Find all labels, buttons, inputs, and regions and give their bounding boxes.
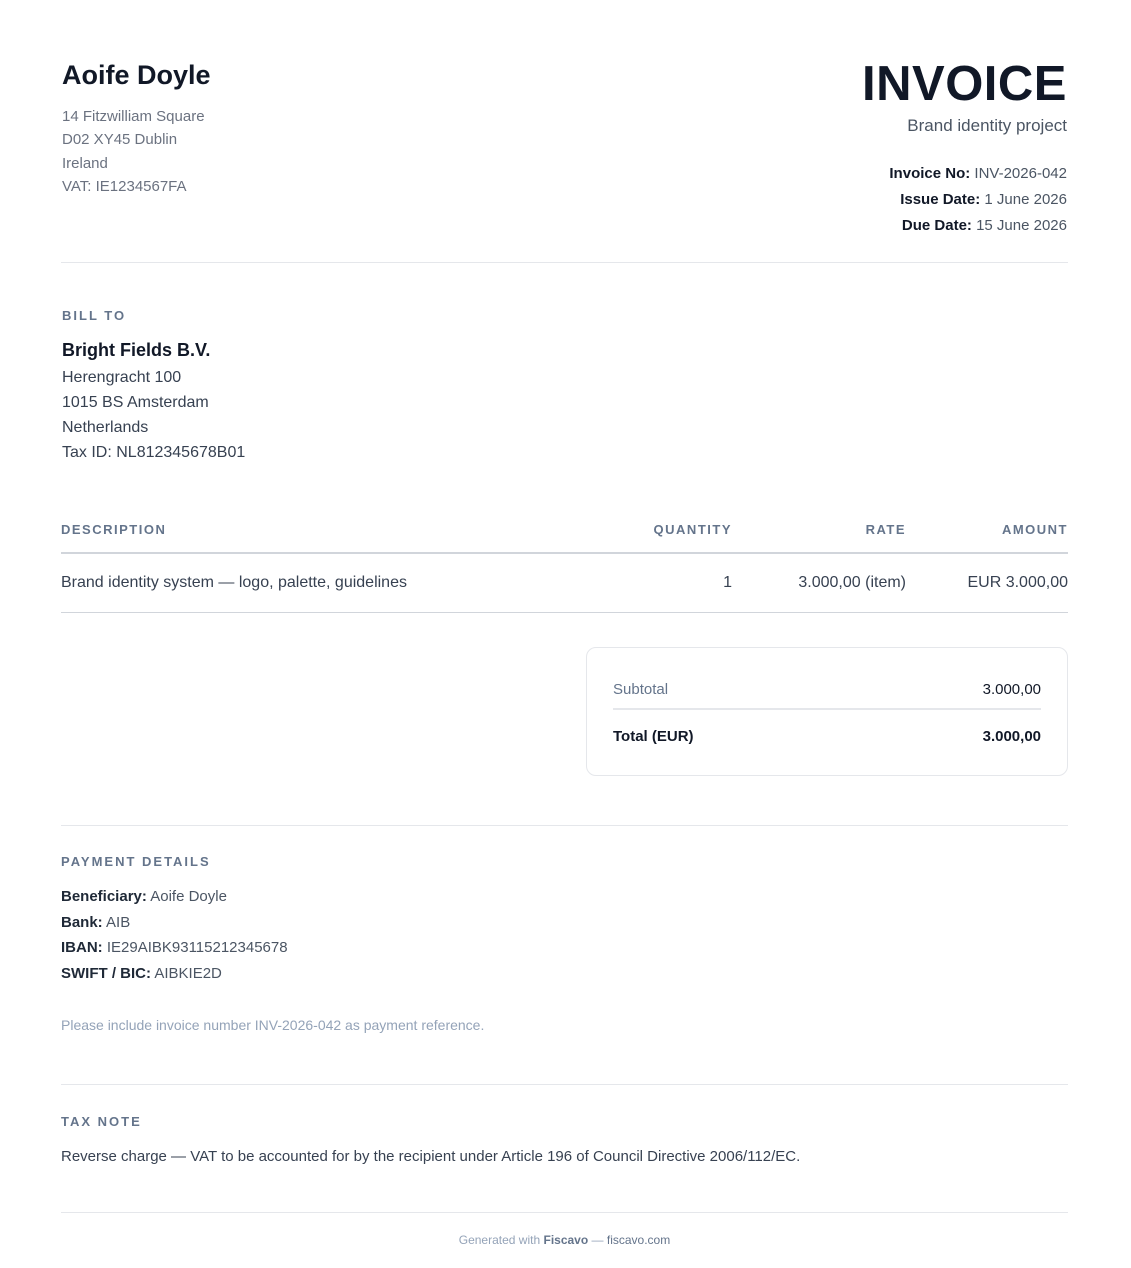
item-amount: EUR 3.000,00 bbox=[967, 574, 1068, 591]
client-name: Bright Fields B.V. bbox=[62, 340, 211, 360]
beneficiary-label: Beneficiary: bbox=[61, 888, 147, 905]
payment-details-label: PAYMENT DETAILS bbox=[61, 854, 211, 869]
swift-row bbox=[61, 961, 288, 987]
swift-value: AIBKIE2D bbox=[154, 965, 222, 983]
tax-note-label: TAX NOTE bbox=[61, 1114, 142, 1129]
due-date: 15 June 2026 bbox=[976, 217, 1067, 234]
sender-address bbox=[62, 105, 205, 198]
footer bbox=[61, 1233, 1068, 1247]
client-address-line: Netherlands bbox=[62, 419, 149, 436]
totals-box bbox=[586, 647, 1068, 776]
issue-date-label: Issue Date: bbox=[900, 191, 981, 208]
payment-divider bbox=[61, 825, 1068, 826]
sender-address-line: 14 Fitzwilliam Square bbox=[62, 108, 205, 125]
item-quantity: 1 bbox=[723, 574, 732, 591]
table-header bbox=[61, 512, 1068, 554]
table-row bbox=[61, 554, 1068, 613]
footer-separator: — bbox=[591, 1233, 604, 1247]
bank-label: Bank: bbox=[61, 913, 103, 931]
column-header-description: DESCRIPTION bbox=[61, 522, 167, 537]
total-label: Total (EUR) bbox=[613, 728, 694, 745]
footer-brand: Fiscavo bbox=[543, 1233, 589, 1247]
beneficiary-value: Aoife Doyle bbox=[150, 888, 227, 905]
header-divider bbox=[61, 262, 1068, 263]
line-items-table bbox=[61, 512, 1068, 613]
sender-name: Aoife Doyle bbox=[62, 60, 211, 90]
invoice-number: INV-2026-042 bbox=[974, 165, 1067, 182]
footer-site-link[interactable]: fiscavo.com bbox=[606, 1233, 671, 1247]
sender-address-line: Ireland bbox=[62, 154, 108, 172]
iban-value: IE29AIBK93115212345678 bbox=[106, 939, 288, 957]
footer-prefix: Generated with bbox=[458, 1233, 541, 1247]
due-date-row bbox=[889, 213, 1067, 239]
total-value: 3.000,00 bbox=[982, 728, 1041, 745]
swift-label: SWIFT / BIC: bbox=[61, 965, 151, 983]
invoice-header bbox=[61, 58, 1068, 263]
item-rate: 3.000,00 (item) bbox=[798, 574, 906, 591]
column-header-quantity: QUANTITY bbox=[653, 522, 732, 537]
invoice-title: INVOICE bbox=[862, 57, 1067, 111]
bank-value: AIB bbox=[106, 913, 131, 931]
tax-note-text: Reverse charge — VAT to be accounted for by the recipient under Article 196 of Council Directive 2006/112/EC. bbox=[61, 1148, 801, 1165]
item-description: Brand identity system — logo, palette, guidelines bbox=[61, 574, 407, 591]
column-header-rate: RATE bbox=[865, 522, 906, 537]
column-header-amount: AMOUNT bbox=[1001, 522, 1068, 537]
invoice-meta bbox=[889, 161, 1067, 239]
bill-to-label: BILL TO bbox=[62, 308, 127, 323]
invoice-number-row bbox=[889, 161, 1067, 187]
client-address-line: 1015 BS Amsterdam bbox=[62, 394, 209, 411]
sender-address-line: D02 XY45 Dublin bbox=[62, 131, 178, 149]
issue-date-row bbox=[889, 187, 1067, 213]
due-date-label: Due Date: bbox=[901, 217, 972, 234]
iban-label: IBAN: bbox=[61, 939, 103, 957]
totals-divider bbox=[613, 708, 1041, 710]
bank-row bbox=[61, 910, 288, 936]
sender-vat: VAT: IE1234567FA bbox=[62, 177, 187, 195]
beneficiary-row bbox=[61, 884, 288, 910]
payment-reference-note: Please include invoice number INV-2026-042 as payment reference. bbox=[61, 1017, 485, 1033]
iban-row bbox=[61, 935, 288, 961]
footer-divider bbox=[61, 1212, 1068, 1213]
subtotal-value: 3.000,00 bbox=[982, 681, 1041, 698]
tax-divider bbox=[61, 1084, 1068, 1085]
client-tax-id: Tax ID: NL812345678B01 bbox=[62, 444, 246, 461]
client-address-line: Herengracht 100 bbox=[62, 369, 182, 386]
issue-date: 1 June 2026 bbox=[984, 191, 1067, 208]
subtotal-label: Subtotal bbox=[613, 681, 669, 698]
payment-details bbox=[61, 884, 288, 987]
invoice-page bbox=[61, 0, 1068, 1268]
invoice-number-label: Invoice No: bbox=[889, 165, 971, 182]
client-address bbox=[62, 365, 245, 465]
invoice-subtitle: Brand identity project bbox=[907, 116, 1067, 135]
